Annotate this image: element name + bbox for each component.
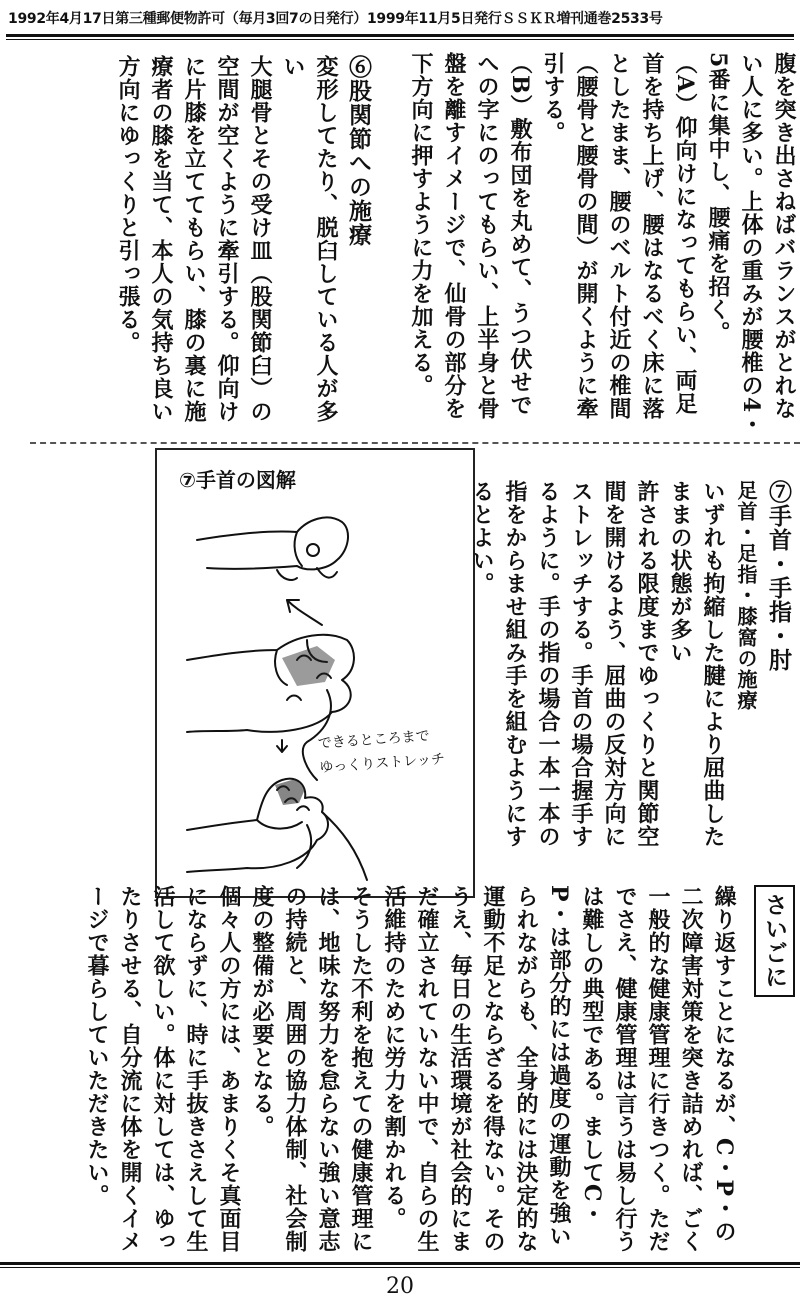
paragraph: 繰り返すことになるが、C・P・の二次障害対策を突き詰めれば、ごく一般的な健康管理に行きつく。ただでさえ、健康管理は言うは易し行うは難しの典型である。ましてC・P・は部分的には過度の運動を強いられながらも、全身的には決定的な運動不足とならざるを得ない。そのうえ、毎日の生活環境が社会的にまだ確立されていない中で、自らの生活維持のために労力を割かれる。	[381, 885, 737, 1253]
paragraph: そうした不利を抱えての健康管理には、地味な努力を怠らない強い意志の持続と、周囲の協力体制、社会制度の整備が必要となる。	[249, 885, 374, 1253]
text-block-conclusion	[20, 885, 795, 1257]
section-divider	[30, 442, 800, 444]
section-heading: ⑦手首・手指・肘	[765, 480, 792, 672]
paragraph: （A）仰向けになってもらい、両足首を持ち上げ、腰はなるべく床に落としたまま、腰のベルト付近の椎間（腰骨と腰骨の間）が開くように牽引する。	[540, 52, 698, 420]
note-line: ゆっくりストレッチ	[318, 751, 446, 776]
header-rule-thin	[6, 39, 794, 40]
paragraph: 腹を突き出さねばバランスがとれない人に多い。上体の重みが腰椎の4・5番に集中し、腰痛を招く。	[705, 52, 797, 437]
text-block-lumbar	[390, 52, 800, 437]
footer-rule-thin	[0, 1267, 800, 1268]
section-subheading: 足首・足指・膝窩の施療	[734, 480, 758, 711]
text-block-hip	[105, 55, 375, 440]
figure-handwritten-note	[317, 722, 460, 780]
paragraph: 大腿骨とその受け皿（股関節臼）の空間が空くように牽引する。仰向けに片膝を立ててもらい、膝の裏に施療者の膝を当て、本人の気持ち良い方向にゆっくりと引っ張る。	[115, 55, 273, 423]
paragraph: 許される限度までゆっくりと関節空間を開けるよう、屈曲の反対方向にストレッチする。手首の場合握手するように。手の指の場合一本一本の指をからませ組み手を組むようにするとよい。	[469, 480, 660, 848]
paragraph: （B）敷布団を丸めて、うつ伏せでへの字にのってもらい、上半身と骨盤を離すイメージで、仙骨の部分を下方向に押すように力を加える。	[408, 52, 533, 420]
paragraph: 変形してたり、脱臼している人が多い	[280, 55, 339, 423]
conclusion-heading: さいごに	[754, 885, 795, 997]
page-number: 20	[386, 1274, 414, 1299]
section-heading: ⑥股関節への施療	[345, 55, 372, 247]
page-header: 1992年4月17日第三種郵便物許可（毎月3回7の日発行）1999年11月5日発行ＳＳＫＲ増刊通巻2533号	[8, 11, 663, 27]
note-line: できるところまで	[317, 728, 431, 752]
header-rule	[6, 34, 794, 37]
figure-title: ⑦手首の図解	[179, 468, 296, 492]
footer-rule	[0, 1262, 800, 1265]
paragraph: いずれも拘縮した腱により屈曲したままの状態が多い	[667, 480, 726, 848]
paragraph: 個々人の方には、あまりくそ真面目にならずに、時に手抜きさえして生活して欲しい。体に対しては、ゆったりさせる、自分流に体を開くイメージで暮らしていただきたい。	[84, 885, 242, 1253]
hand-drawing-icon	[157, 450, 473, 896]
text-block-wrist	[469, 480, 795, 860]
wrist-illustration	[155, 448, 475, 898]
